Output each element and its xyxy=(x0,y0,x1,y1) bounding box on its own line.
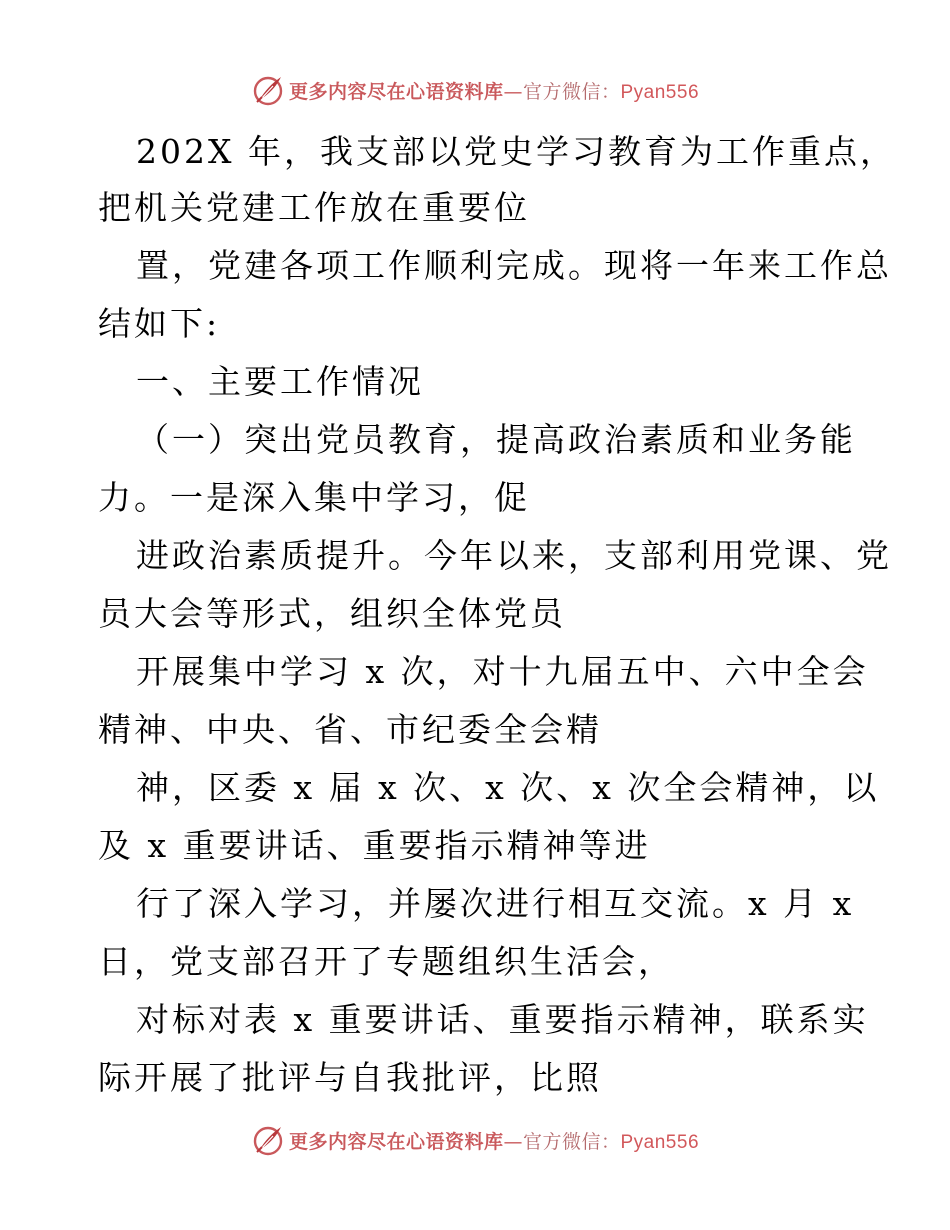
header-watermark xyxy=(0,72,950,108)
feather-pen-logo-icon xyxy=(251,1123,285,1157)
body-line: 把机关党建工作放在重要位 xyxy=(98,188,530,227)
body-line: 行了深入学习，并屡次进行相互交流。x 月 x xyxy=(136,884,855,923)
watermark-dash: — xyxy=(503,1130,523,1153)
watermark-text xyxy=(289,1127,699,1154)
body-line: 202X 年，我支部以党史学习教育为工作重点， xyxy=(136,132,896,171)
body-line: 对标对表 x 重要讲话、重要指示精神，联系实 xyxy=(136,1000,869,1039)
body-line: 员大会等形式，组织全体党员 xyxy=(98,594,566,633)
body-line: 日，党支部召开了专题组织生活会， xyxy=(98,942,674,981)
watermark-main: 更多内容尽在心语资料库 xyxy=(288,80,504,103)
body-line: 结如下: xyxy=(98,304,221,343)
footer-watermark xyxy=(0,1122,950,1158)
watermark-main: 更多内容尽在心语资料库 xyxy=(288,1130,504,1153)
watermark-wechat-id: Pyan556 xyxy=(620,1131,700,1153)
body-line: 际开展了批评与自我批评，比照 xyxy=(98,1058,602,1097)
watermark-wechat-label: 官方微信： xyxy=(522,80,621,103)
body-line: 神，区委 x 届 x 次、x 次、x 次全会精神，以 xyxy=(136,768,880,807)
watermark-dash: — xyxy=(503,80,523,103)
body-line: 进政治素质提升。今年以来，支部利用党课、党 xyxy=(136,536,892,575)
body-line: 开展集中学习 x 次，对十九届五中、六中全会 xyxy=(136,652,869,691)
body-line: 精神、中央、省、市纪委全会精 xyxy=(98,710,602,749)
body-line: 置，党建各项工作顺利完成。现将一年来工作总 xyxy=(136,246,892,285)
watermark-wechat-id: Pyan556 xyxy=(620,81,700,103)
watermark-text xyxy=(289,77,699,104)
feather-pen-logo-icon xyxy=(251,73,285,107)
body-line: 及 x 重要讲话、重要指示精神等进 xyxy=(98,826,651,865)
section-heading: 一、主要工作情况 xyxy=(136,362,424,401)
body-line: （一）突出党员教育，提高政治素质和业务能 xyxy=(136,420,856,459)
body-line: 力。一是深入集中学习，促 xyxy=(98,478,530,517)
watermark-wechat-label: 官方微信： xyxy=(522,1130,621,1153)
